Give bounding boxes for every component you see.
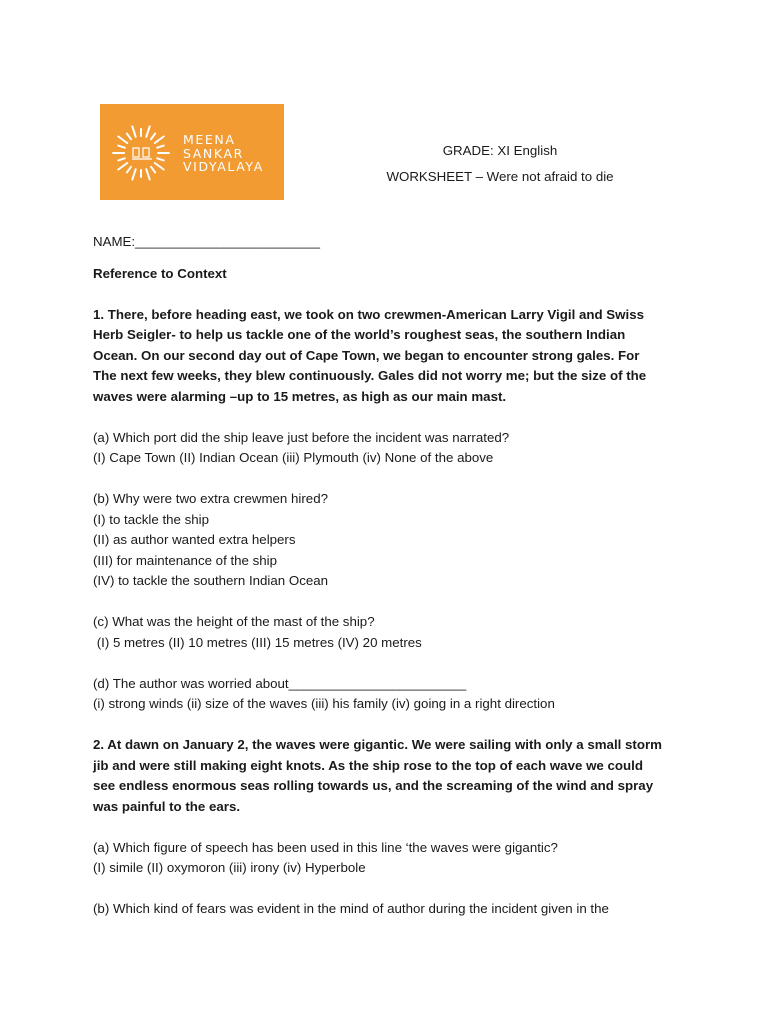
name-field: NAME:_________________________ (93, 234, 320, 249)
sun-ray (132, 126, 135, 136)
sun-ray (157, 158, 164, 160)
sun-ray (118, 163, 127, 170)
sun-ray (151, 167, 155, 173)
logo-line-3: VIDYALAYA (183, 159, 264, 174)
question-text: (c) What was the height of the mast of the ship? (93, 614, 375, 629)
passage-line: was painful to the ears. (93, 798, 241, 814)
worksheet-title: WORKSHEET – Were not afraid to die (386, 169, 614, 184)
sun-ray (151, 134, 155, 140)
grade-label: GRADE: XI English (442, 143, 558, 158)
sun-ray (146, 169, 149, 179)
passage-line: see endless enormous seas rolling towards us, and the screaming of the wind and spray (93, 778, 654, 793)
passage-line: Herb Seigler- to help us tackle one of the world’s roughest seas, the southern Indian (93, 327, 626, 342)
passage-line: waves were alarming –up to 15 metres, as high as our main mast. (93, 388, 507, 404)
question-1d (93, 674, 693, 715)
question-option: (i) strong winds (ii) size of the waves (iii) his family (iv) going in a right direction (93, 696, 555, 711)
question-option: (I) simile (II) oxymoron (iii) irony (iv) Hyperbole (93, 860, 366, 875)
passage-line: 1. There, before heading east, we took on two crewmen-American Larry Vigil and Swiss (93, 306, 644, 322)
question-option: (I) 5 metres (II) 10 metres (III) 15 metres (IV) 20 metres (93, 634, 422, 650)
sun-ray (155, 137, 164, 144)
sun-ray (155, 163, 164, 170)
sunburst-emblem-icon (106, 122, 178, 186)
sun-ray (132, 169, 135, 179)
logo-wordmark (183, 133, 264, 174)
sun-ray (127, 167, 131, 173)
logo-line-2: SANKAR (183, 145, 244, 161)
passage-line: 2. At dawn on January 2, the waves were gigantic. We were sailing with only a small storm (93, 737, 662, 752)
passage-1 (93, 305, 693, 408)
question-option: (I) Cape Town (II) Indian Ocean (iii) Plymouth (iv) None of the above (93, 450, 494, 465)
sun-ray (118, 158, 125, 160)
passage-line: jib and were still making eight knots. As the ship rose to the top of each wave we could (93, 757, 643, 773)
question-text: (b) Why were two extra crewmen hired? (93, 491, 328, 506)
question-text: (d) The author was worried about________________________ (93, 675, 467, 691)
passage-2 (93, 735, 693, 817)
question-option: (III) for maintenance of the ship (93, 552, 278, 568)
question-text: (a) Which port did the ship leave just before the incident was narrated? (93, 429, 510, 445)
question-2a (93, 838, 693, 879)
question-1c (93, 612, 693, 653)
worksheet-header (383, 138, 617, 190)
section-title: Reference to Context (93, 265, 227, 281)
worksheet-body (93, 232, 693, 920)
question-option: (IV) to tackle the southern Indian Ocean (93, 573, 329, 588)
question-text: (a) Which figure of speech has been used in this line ‘the waves were gigantic? (93, 839, 558, 855)
sun-ray (146, 126, 149, 136)
sun-ray (157, 146, 164, 148)
question-option: (I) to tackle the ship (93, 511, 210, 527)
logo-line-1: MEENA (183, 132, 236, 147)
question-1a (93, 428, 693, 469)
sun-ray (118, 137, 127, 144)
question-option: (II) as author wanted extra helpers (93, 532, 296, 547)
question-2b (93, 899, 693, 920)
school-logo (100, 104, 284, 200)
sun-ray (118, 146, 125, 148)
question-1b (93, 489, 693, 592)
passage-line: The next few weeks, they blew continuously. Gales did not worry me; but the size of the (93, 368, 647, 383)
sun-ray (127, 134, 131, 140)
question-text: (b) Which kind of fears was evident in the mind of author during the incident given in the (93, 901, 609, 916)
passage-line: Ocean. On our second day out of Cape Town, we began to encounter strong gales. For (93, 347, 640, 363)
